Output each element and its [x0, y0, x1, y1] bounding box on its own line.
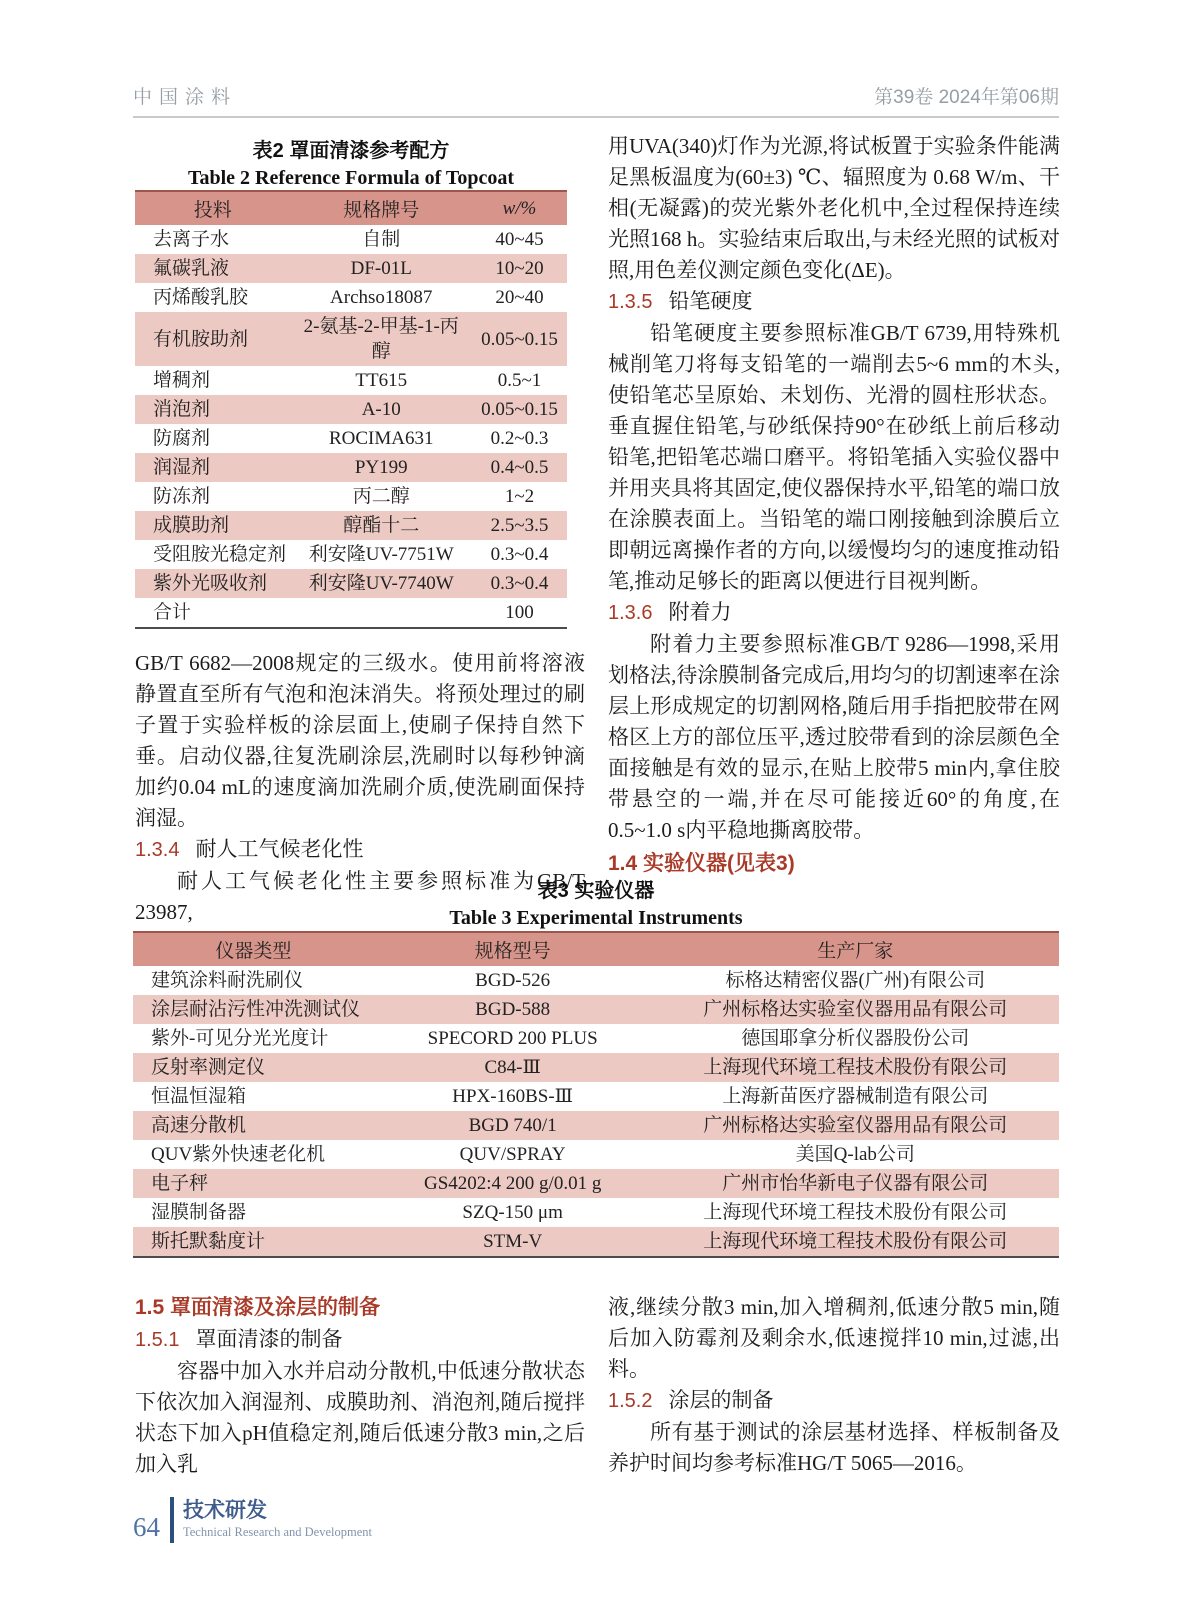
table-cell: 广州市怡华新电子仪器有限公司 [722, 1173, 989, 1194]
table-row [133, 1053, 1059, 1082]
table-cell: 有机胺助剂 [153, 328, 249, 350]
page-number: 64 [133, 1512, 160, 1542]
table-cell: GS4202:4 200 g/0.01 g [423, 1173, 602, 1194]
table-cell: 防腐剂 [153, 428, 211, 449]
table-cell: 广州标格达实验室仪器用品有限公司 [703, 1115, 1008, 1136]
issue-info: 第39卷 2024年第06期 [874, 87, 1059, 108]
column-header: 规格型号 [374, 932, 652, 966]
table-cell: 增稠剂 [153, 370, 211, 391]
table-cell: 湿膜制备器 [151, 1202, 247, 1223]
table-cell: 0.05~0.15 [481, 399, 558, 420]
table-cell: QUV/SPRAY [459, 1144, 566, 1165]
right-column-text [608, 131, 1060, 880]
paragraph: 用UVA(340)灯作为光源,将试板置于实验条件能满足黑板温度为(60±3) ℃、辐照度为 0.68 W/m、干相(无凝露)的荧光紫外老化机中,全过程保持连续光照168 h。实验结束后取出,与未经光照的试板对照,用色差仪测定颜色变化(ΔE)。 [608, 134, 1060, 282]
column-header: w/% [472, 191, 567, 225]
table-cell: 上海现代环境工程技术股份有限公司 [703, 1057, 1008, 1078]
table-cell: SPECORD 200 PLUS [427, 1028, 598, 1049]
table-cell: 0.3~0.4 [490, 573, 549, 594]
table3-caption-en: Table 3 Experimental Instruments [449, 907, 743, 929]
section-heading-1-3-6 [608, 597, 1060, 629]
table-row [133, 1169, 1059, 1198]
table2-caption-en: Table 2 Reference Formula of Topcoat [187, 167, 515, 189]
table-row [135, 254, 567, 283]
table-cell: STM-V [483, 1231, 543, 1252]
section-title: 附着力 [668, 600, 732, 624]
paragraph: 液,继续分散3 min,加入增稠剂,低速分散5 min,随后加入防霉剂及剩余水,低速搅拌10 min,过滤,出料。 [608, 1295, 1060, 1381]
table-cell: 恒温恒湿箱 [151, 1086, 247, 1107]
table-cell: 100 [505, 602, 534, 623]
instruments-table [133, 931, 1059, 1258]
table-cell: 高速分散机 [151, 1115, 247, 1136]
footer-section-en: Technical Research and Development [183, 1525, 372, 1539]
table-cell: 反射率测定仪 [151, 1057, 266, 1078]
table-row [135, 366, 567, 395]
table-cell: 40~45 [495, 229, 544, 250]
table-cell: 1~2 [504, 486, 535, 507]
table-cell: QUV紫外快速老化机 [151, 1144, 326, 1165]
table-cell: A-10 [361, 399, 401, 420]
page-footer [133, 1497, 372, 1543]
section-number: 1.5.1 [135, 1329, 180, 1351]
column-header: 规格牌号 [291, 191, 472, 225]
table-cell: BGD-588 [475, 999, 551, 1020]
footer-section-zh: 技术研发 [183, 1499, 267, 1522]
table-cell: 德国耶拿分析仪器股份公司 [741, 1028, 970, 1049]
section-heading-1-3-4 [135, 834, 585, 866]
table-cell: 利安隆UV-7751W [308, 544, 454, 565]
table2-caption-zh: 表2 罩面清漆参考配方 [252, 140, 450, 162]
table2-container [135, 190, 567, 629]
column-header: 生产厂家 [652, 932, 1059, 966]
footer-divider-bar [170, 1497, 174, 1543]
footer-section [183, 1499, 372, 1541]
section-title: 罩面清漆的制备 [195, 1327, 343, 1351]
table-row [135, 482, 567, 511]
table-row [135, 511, 567, 540]
table-row [135, 540, 567, 569]
section-heading-1-4: 1.4 实验仪器(见表3) [608, 852, 795, 875]
table-cell: 0.4~0.5 [490, 457, 549, 478]
table-cell: 丙烯酸乳胶 [153, 287, 249, 308]
bottom-right-column [608, 1292, 1060, 1479]
section-heading-1-5-1 [135, 1324, 585, 1356]
table-cell: HPX-160BS-Ⅲ [452, 1086, 574, 1107]
table-cell: BGD 740/1 [468, 1115, 557, 1136]
table-row [135, 453, 567, 482]
bottom-left-column [135, 1292, 585, 1480]
table-cell: 标格达精密仪器(广州)有限公司 [725, 970, 986, 991]
running-head [133, 82, 1059, 118]
table3-container [133, 931, 1059, 1258]
section-title: 涂层的制备 [668, 1388, 774, 1412]
table-cell: 20~40 [495, 287, 544, 308]
table-cell: 2-氨基-2-甲基-1-丙醇 [303, 316, 459, 362]
table-cell: PY199 [354, 457, 408, 478]
table-row [133, 966, 1059, 995]
table-header-row [133, 932, 1059, 966]
table-cell: 涂层耐沾污性冲洗测试仪 [151, 999, 361, 1020]
section-title: 铅笔硬度 [668, 289, 753, 313]
paragraph: 容器中加入水并启动分散机,中低速分散状态下依次加入润湿剂、成膜助剂、消泡剂,随后搅拌状态下加入pH值稳定剂,随后低速分散3 min,之后加入乳 [135, 1359, 585, 1476]
table-cell: 0.2~0.3 [490, 428, 549, 449]
section-title: 耐人工气候老化性 [195, 837, 364, 861]
table-cell: 0.3~0.4 [490, 544, 549, 565]
table-cell: 氟碳乳液 [153, 258, 230, 279]
table-cell: 消泡剂 [153, 399, 211, 420]
table-header-row [135, 191, 567, 225]
table-cell: 紫外光吸收剂 [153, 573, 268, 594]
table-row [133, 1082, 1059, 1111]
table-cell: 10~20 [495, 258, 544, 279]
section-heading-1-3-5 [608, 286, 1060, 318]
table-cell: 利安隆UV-7740W [308, 573, 454, 594]
table-cell: 紫外-可见分光光度计 [151, 1028, 329, 1049]
section-number: 1.3.4 [135, 839, 180, 861]
section-heading-1-5-2 [608, 1385, 1060, 1417]
table3-caption-zh: 表3 实验仪器 [537, 880, 655, 902]
table2-caption [135, 134, 567, 190]
table-row [135, 225, 567, 254]
section-heading-1-5: 1.5 罩面清漆及涂层的制备 [135, 1296, 381, 1319]
table-row [133, 1111, 1059, 1140]
table-cell: 醇酯十二 [343, 515, 420, 536]
table-row [135, 312, 567, 366]
table-cell: C84-Ⅲ [484, 1057, 541, 1078]
table-cell: 防冻剂 [153, 486, 211, 507]
table-cell: 合计 [153, 602, 192, 623]
section-number: 1.3.5 [608, 291, 653, 313]
table-cell: 上海现代环境工程技术股份有限公司 [703, 1202, 1008, 1223]
table-row [133, 1140, 1059, 1169]
paragraph: 耐人工气候老化性主要参照标准为GB/T 23987, [135, 869, 585, 924]
table-row [135, 283, 567, 312]
table-cell: BGD-526 [475, 970, 551, 991]
table-cell: 0.05~0.15 [481, 328, 558, 350]
table-cell: 自制 [362, 229, 401, 250]
table-cell: 2.5~3.5 [490, 515, 549, 536]
table-cell: TT615 [355, 370, 408, 391]
column-header: 仪器类型 [133, 932, 374, 966]
table-cell: 电子秤 [151, 1173, 209, 1194]
paragraph: 附着力主要参照标准GB/T 9286—1998,采用划格法,待涂膜制备完成后,用均匀的切割速率在涂层上形成规定的切割网格,随后用手指把胶带在网格区上方的部位压平,透过胶带看到的涂层颜色全面接触是有效的显示,在贴上胶带5 min内,拿住胶带悬空的一端,并在尽可能接近60°的角度,在0.5~1.0 s内平稳地撕离胶带。 [608, 632, 1060, 842]
table-cell: 上海现代环境工程技术股份有限公司 [703, 1231, 1008, 1252]
paragraph: GB/T 6682—2008规定的三级水。使用前将溶液静置直至所有气泡和泡沫消失。将预处理过的刷子置于实验样板的涂层面上,使刷子保持自然下垂。启动仪器,往复洗刷涂层,洗刷时以每秒钟滴加约0.04 mL的速度滴加洗刷介质,使洗刷面保持润湿。 [135, 651, 585, 830]
table-row [133, 1227, 1059, 1257]
table-cell: 丙二醇 [352, 486, 410, 507]
table-cell: 成膜助剂 [153, 515, 230, 536]
table-cell: 去离子水 [153, 229, 230, 250]
table-cell: 0.5~1 [497, 370, 542, 391]
table-cell: 受阻胺光稳定剂 [153, 544, 287, 565]
table-row [135, 569, 567, 598]
table-row [135, 395, 567, 424]
column-header: 投料 [135, 191, 291, 225]
table-cell: 广州标格达实验室仪器用品有限公司 [703, 999, 1008, 1020]
table-cell: 润湿剂 [153, 457, 211, 478]
journal-title: 中国涂料 [133, 87, 238, 108]
table-row [133, 1024, 1059, 1053]
table-cell: Archso18087 [330, 287, 433, 308]
table-cell [291, 598, 472, 628]
table-row [135, 598, 567, 628]
topcoat-formula-table [135, 190, 567, 629]
table-cell: ROCIMA631 [328, 428, 434, 449]
table-cell: 上海新苗医疗器械制造有限公司 [722, 1086, 989, 1107]
table-cell: 美国Q-lab公司 [795, 1144, 915, 1165]
table-row [135, 424, 567, 453]
paragraph: 所有基于测试的涂层基材选择、样板制备及养护时间均参考标准HG/T 5065—2016。 [608, 1420, 1060, 1475]
table-row [133, 995, 1059, 1024]
table-cell: SZQ-150 μm [462, 1202, 563, 1223]
paragraph: 铅笔硬度主要参照标准GB/T 6739,用特殊机械削笔刀将每支铅笔的一端削去5~6 mm的木头,使铅笔芯呈原始、未划伤、光滑的圆柱形状态。垂直握住铅笔,与砂纸保持90°在砂纸上前后移动铅笔,把铅笔芯端口磨平。将铅笔插入实验仪器中并用夹具将其固定,使仪器保持水平,铅笔的端口放在涂膜表面上。当铅笔的端口刚接触到涂膜后立即朝远离操作者的方向,以缓慢均匀的速度推动铅笔,推动足够长的距离以便进行目视判断。 [608, 321, 1060, 593]
table-cell: DF-01L [350, 258, 412, 279]
table-cell: 建筑涂料耐洗刷仪 [151, 970, 304, 991]
section-number: 1.3.6 [608, 602, 653, 624]
table-cell: 斯托默黏度计 [151, 1231, 266, 1252]
section-number: 1.5.2 [608, 1390, 653, 1412]
table-row [133, 1198, 1059, 1227]
table3-caption [133, 874, 1059, 930]
